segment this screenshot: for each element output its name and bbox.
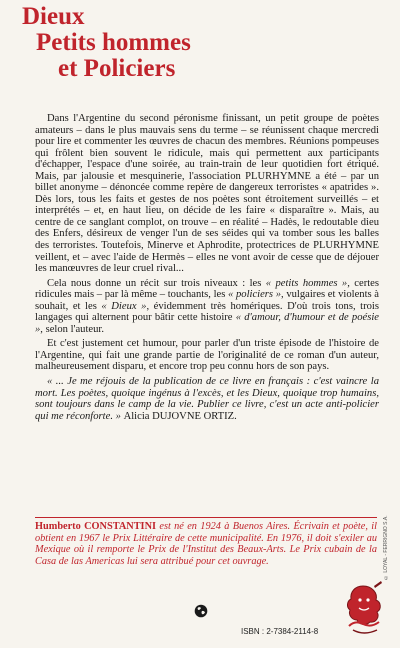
p2-text: Cela nous donne un récit sur trois niveaux : les: [47, 277, 266, 289]
cover-credit: © LOYAL - FERRIGNO S.A.: [383, 515, 389, 580]
p2-emph-amour: « d'amour, d'humour et de poésie »: [35, 312, 379, 335]
blurb-paragraph-1: Dans l'Argentine du second péronisme finissant, un petit groupe de poètes amateurs – dans le plus mauvais sens du terme – se réunissent chaque mercredi pour lire et commenter les œuvres de chacun des membres. Réunions pompeuses qui frôlent bien souvent le ridicule, mais qui permettent aux participants d'échapper, l'espace d'une soirée, au train-train de leur quotidien fort étriqué. Mais, par jalousie et mesquinerie, l'association PLURHYMNE a été – par un billet anonyme – dénoncée comme repère de dangereux terroristes « apatrides ». Dès lors, tous les faits et gestes de nos poètes sont étroitement surveillés – et interprétés – et, en haut lieu, on décide de les faire « disparaître ». Mais, au centre de ce sanglant complot, on trouve – en réalité – Hadès, le redoutable dieu des Enfers, désireux de venger l'un de ses séides qui va tomber sous les balles des terroristes. Toutefois, Minerve et Aphrodite, protectrices de PLURHYMNE veillent, et – avec l'aide de Hermès – elles ne vont avoir de cesse que de déjouer les manœuvres de leur cruel rival...: [35, 113, 379, 275]
p2-text: , vulgaires et violents à souhait, et les: [35, 289, 379, 312]
globe-icon: [194, 604, 208, 618]
title-line-2: Petits hommes: [36, 29, 191, 56]
p2-text: , selon l'auteur.: [40, 323, 104, 335]
author-name: Humberto CONSTANTINI: [35, 521, 157, 532]
quote-text: « ... Je me réjouis de la publication de ce livre en français : c'est vaincre la mort. Les poètes, quoique ingénus à l'excès, et les Dieux, quoique trop humains, sont toujours dans le camp de la vie. Publier ce livre, c'est un acte anti-policier qui me réconforte. »: [35, 376, 379, 422]
p2-emph-dieux: « Dieux »: [101, 300, 147, 312]
isbn-number: ISBN : 2-7384-2114-8: [241, 627, 319, 636]
title-line-3: et Policiers: [58, 55, 176, 82]
blurb: [35, 113, 379, 425]
blurb-paragraph-3: Et c'est justement cet humour, pour parler d'un triste épisode de l'histoire de l'Argentine, qui fait une grande partie de l'originalité de ce roman d'un auteur, malheureusement disparu, et encore trop peu connu hors de son pays.: [35, 338, 379, 373]
author-bio-text: est né en 1924 à Buenos Aires. Écrivain et poète, il obtient en 1967 le Prix Littéraire de cette municipalité. En 1976, il doit s'exiler au Mexique où il remporte le Prix de l'Institut des Beaux-Arts. Le Prix cubain de la Casa de las Americas lui sera attribué pour cet ouvrage.: [35, 521, 378, 568]
p2-emph-petits-hommes: « petits hommes »: [265, 277, 348, 289]
blurb-paragraph-2: [35, 278, 379, 336]
p2-text: , évidemment très homériques. D'où trois tons, trois langages qui alternent pour bâtir cette histoire: [35, 300, 380, 324]
title-line-1: Dieux: [22, 3, 85, 30]
divider: [35, 517, 377, 518]
p2-text: , certes ridicules mais – par là même – touchants, les: [35, 277, 379, 301]
author-bio: [35, 521, 377, 568]
quote-author: Alicia DUJOVNE ORTIZ.: [123, 410, 237, 422]
blurb-quote: [35, 376, 379, 422]
p2-emph-policiers: « policiers »: [228, 289, 282, 301]
lion-with-pen-icon: [341, 580, 387, 638]
book-title: [22, 4, 392, 82]
